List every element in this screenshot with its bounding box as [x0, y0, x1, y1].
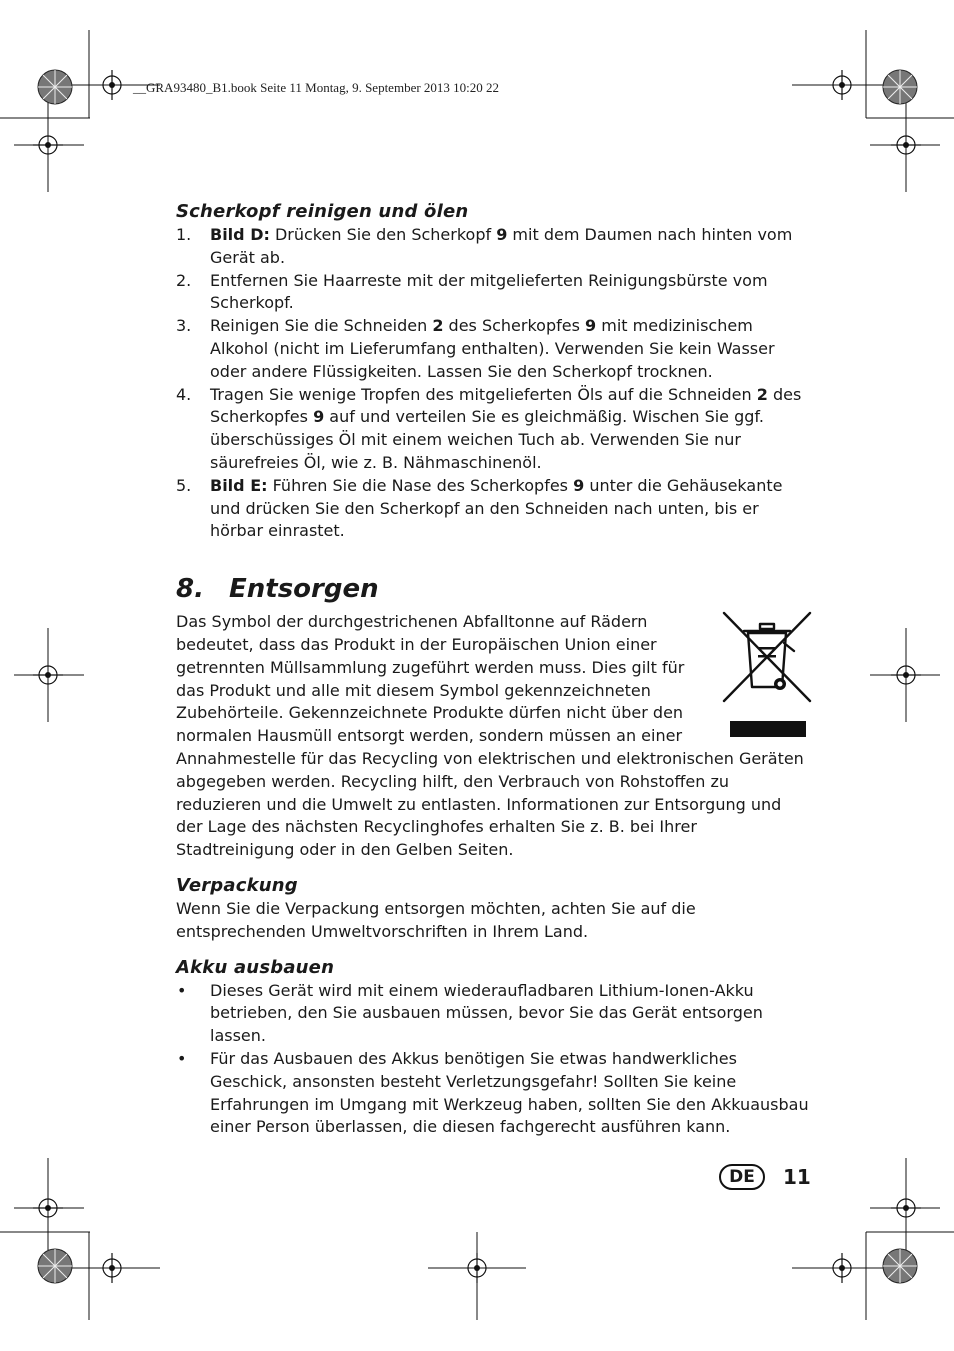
list-item: 3. Reinigen Sie die Schneiden 2 des Scherkopfes 9 mit medizinischem Alkohol (nicht im Lieferumfang enthalten). Verwenden Sie kein Wasser oder andere Flüssigkeiten. Lassen Sie den Scherkopf trocknen.: [176, 316, 775, 381]
disposal-text: Das Symbol der durchgestrichenen Abfalltonne auf Rädern bedeutet, dass das Produkt in der Europäischen Union einer getrennten Müllsammlung zugeführt werden muss. Dies gilt für das Produkt und alle mit diesem Symbol gekennzeichneten Zubehörteile. Gekennzeichnete Produkte dürfen nicht über den normalen Hausmüll entsorgt werden, sondern müssen an einer Annahmestelle für das Recycling von elektrischen und elektronischen Geräten abgegeben werden. Recycling hilft, den Verbrauch von Rohstoffen zu reduzieren und die Umwelt zu entlasten. Informationen zur Entsorgung und der Lage des nächsten Recyclinghofes erhalten Sie z. B. bei Ihrer Stadtreinigung oder in den Gelben Seiten.: [176, 612, 804, 860]
print-header: __GRA93480_B1.book Seite 11 Montag, 9. September 2013 10:20 22: [133, 80, 500, 95]
page-content: [176, 200, 812, 1139]
page-footer: [719, 1164, 811, 1190]
page-number: 11: [783, 1165, 811, 1189]
heading-verpackung: Verpackung: [176, 874, 298, 896]
disposal-block: [176, 611, 812, 862]
heading-akku-ausbauen: Akku ausbauen: [176, 956, 335, 978]
crossed-out-wheelie-bin-icon: [722, 611, 812, 736]
list-item: 1. Bild D: Drücken Sie den Scherkopf 9 mit dem Daumen nach hinten vom Gerät ab.: [176, 225, 793, 267]
list-item: • Dieses Gerät wird mit einem wiederaufladbaren Lithium-Ionen-Akku betrieben, den Sie ausbauen müssen, bevor Sie das Gerät entsorgen lassen.: [177, 980, 763, 1046]
battery-notes-list: [176, 980, 812, 1140]
packaging-text: Wenn Sie die Verpackung entsorgen möchten, achten Sie auf die entsprechenden Umweltvorschriften in Ihrem Land.: [176, 898, 696, 941]
weee-bar: [730, 721, 806, 737]
heading-entsorgen: 8. Entsorgen: [176, 574, 379, 605]
list-item: • Für das Ausbauen des Akkus benötigen Sie etwas handwerkliches Geschick, ansonsten besteht Verletzungsgefahr! Sollten Sie keine Erfahrungen im Umgang mit Werkzeug haben, sollten Sie den Akkuausbau einer Person überlassen, die diesen fachgerecht ausführen kann.: [177, 1048, 809, 1137]
list-item: 4. Tragen Sie wenige Tropfen des mitgelieferten Öls auf die Schneiden 2 des Scherkopfes 9 auf und verteilen Sie es gleichmäßig. Wischen Sie ggf. überschüssiges Öl mit einem weichen Tuch ab. Verwenden Sie nur säurefreies Öl, wie z. B. Nähmaschinenöl.: [176, 384, 802, 472]
list-item: 2. Entfernen Sie Haarreste mit der mitgelieferten Reinigungsbürste vom Scherkopf.: [176, 270, 768, 313]
language-badge: DE: [719, 1164, 765, 1190]
heading-scherkopf-reinigen: Scherkopf reinigen und ölen: [176, 201, 469, 222]
cleaning-steps-list: [176, 224, 812, 543]
list-item: 5. Bild E: Führen Sie die Nase des Scherkopfes 9 unter die Gehäusekante und drücken Sie den Scherkopf an den Schneiden nach unten, bis er hörbar einrastet.: [176, 475, 783, 541]
